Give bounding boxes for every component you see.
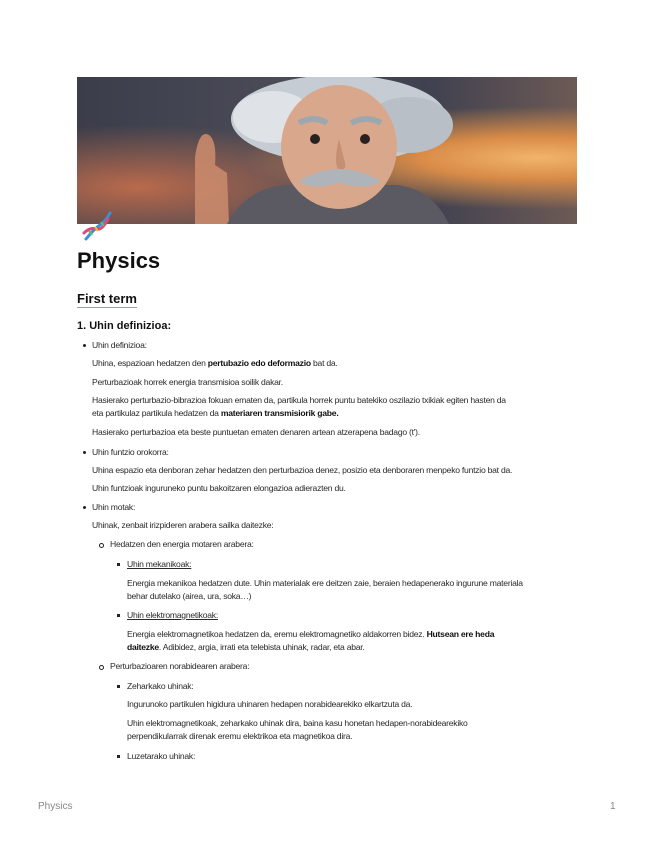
sub-sub-bullet xyxy=(117,755,120,758)
sub-bullet-ring xyxy=(99,543,104,548)
paragraph: Hasierako perturbazioa eta beste puntuetan ematen denaren artean atzerapena badago (t'). xyxy=(92,427,420,437)
sub-sub-bullet xyxy=(117,563,120,566)
footer-title: Physics xyxy=(38,801,73,812)
bullet-dot xyxy=(83,451,86,454)
paragraph: Uhinak, zenbait irizpideren arabera sailka daitezke: xyxy=(92,520,274,530)
sub-bullet-item: Hedatzen den energia motaren arabera: xyxy=(110,539,254,549)
bullet-dot xyxy=(83,344,86,347)
paragraph-line: perpendikularrak direnak eremu elektrikoa eta magnetikoa dira. xyxy=(127,731,353,741)
paragraph-line: Hasierako perturbazio-bibrazioa fokuan ematen da, partikula horrek puntu batekiko oszilazio txikiak egiten hasten da xyxy=(92,395,506,405)
paragraph: Ingurunoko partikulen higidura uhinaren hedapen norabidearekiko elkartzuta da. xyxy=(127,699,413,709)
sub-sub-bullet xyxy=(117,685,120,688)
page-title: Physics xyxy=(77,248,161,273)
sub-sub-bullet-item: Uhin mekanikoak: xyxy=(127,559,192,569)
paragraph-line: eta partikulaz partikula hedatzen da materiaren transmisiorik gabe. xyxy=(92,408,339,418)
paragraph-line: Energia mekanikoa hedatzen dute. Uhin materialak ere deitzen zaie, beraien hedapenerako ingurune materiala xyxy=(127,578,523,588)
paragraph-line: behar dutelako (airea, ura, soka…) xyxy=(127,591,252,601)
bullet-item: Uhin funtzio orokorra: xyxy=(92,447,169,457)
sub-sub-bullet-item: Uhin elektromagnetikoak: xyxy=(127,610,218,620)
bullet-item: Uhin definizioa: xyxy=(92,340,147,350)
term-heading: First term xyxy=(77,291,137,306)
section-heading: 1. Uhin definizioa: xyxy=(77,320,172,332)
page-number: 1 xyxy=(610,801,616,812)
sub-sub-bullet xyxy=(117,614,120,617)
bullet-item: Uhin motak: xyxy=(92,502,136,512)
sub-sub-bullet-item: Zeharkako uhinak: xyxy=(127,681,194,691)
paragraph-line: Energia elektromagnetikoa hedatzen da, eremu elektromagnetiko aldakorren bidez. Hutsean ere heda xyxy=(127,629,495,639)
paragraph: Uhina espazio eta denboran zehar hedatzen den perturbazioa denez, posizio eta denboraren menpeko funtzio bat da. xyxy=(92,465,513,475)
paragraph-line: Uhin elektromagnetikoak, zeharkako uhinak dira, baina kasu honetan hedapen-norabidearekiko xyxy=(127,718,468,728)
paragraph-line: daitezke. Adibidez, argia, irrati eta telebista uhinak, radar, eta abar. xyxy=(127,642,365,652)
sub-bullet-ring xyxy=(99,665,104,670)
paragraph: Uhina, espazioan hedatzen den pertubazio edo deformazio bat da. xyxy=(92,358,338,368)
sub-sub-bullet-item: Luzetarako uhinak: xyxy=(127,751,196,761)
bullet-dot xyxy=(83,506,86,509)
paragraph: Perturbazioak horrek energia transmisioa soilik dakar. xyxy=(92,377,283,387)
sub-bullet-item: Perturbazioaren norabidearen arabera: xyxy=(110,661,250,671)
paragraph: Uhin funtzioak inguruneko puntu bakoitzaren elongazioa adierazten du. xyxy=(92,483,346,493)
